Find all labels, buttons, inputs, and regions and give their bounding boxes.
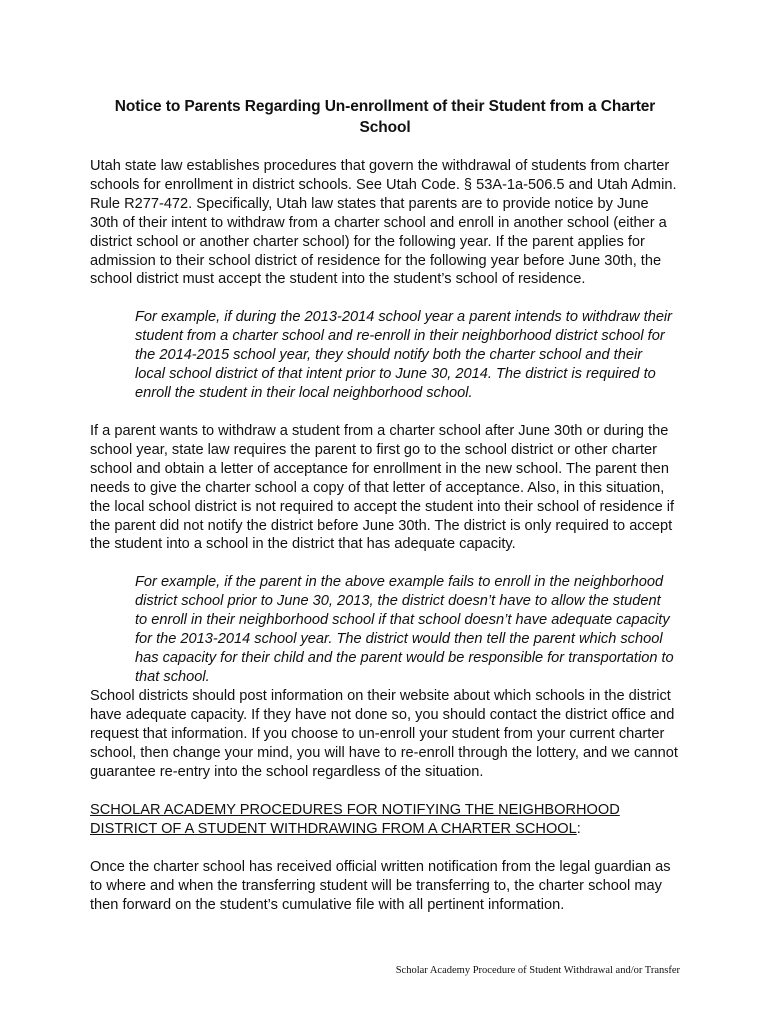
procedures-heading-colon: : — [576, 820, 581, 837]
procedures-heading — [90, 801, 678, 839]
paragraph-district-capacity: School districts should post information on their website about which schools in the district have adequate capacity. If they have not done so, you should contact the district office and request that information. If you choose to un-enroll your student from your current charter school, then change your mind, you will have to re-enroll through the lottery, and we cannot guarantee re-entry into the school regardless of the situation. — [90, 688, 678, 780]
paragraph-cumulative-file: Once the charter school has received official written notification from the legal guardian as to where and when the transferring student will be transferring to, the charter school may then forward on the student’s cumulative file with all pertinent information. — [90, 859, 671, 913]
example-paragraph-1: For example, if during the 2013-2014 school year a parent intends to withdraw their student from a charter school and re-enroll in their neighborhood district school for the 2014-2015 school year, they should notify both the charter school and their local school district of that intent prior to June 30, 2014. The district is required to enroll the student in their local neighborhood school. — [135, 309, 673, 401]
procedures-heading-text: SCHOLAR ACADEMY PROCEDURES FOR NOTIFYING THE NEIGHBORHOOD DISTRICT OF A STUDENT WITHDRAWING FROM A CHARTER SCHOOL — [90, 802, 620, 837]
example-paragraph-2: For example, if the parent in the above example fails to enroll in the neighborhood district school prior to June 30, 2013, the district doesn’t have to allow the student to enroll in their neighborhood school if that school doesn’t have adequate capacity for the 2013-2014 school year. The district would then tell the parent which school has capacity for their child and the parent would be responsible for transportation to that school. — [135, 574, 674, 685]
paragraph-withdraw-after-june: If a parent wants to withdraw a student from a charter school after June 30th or during the school year, state law requires the parent to first go to the school district or other charter school and obtain a letter of acceptance for enrollment in the new school. The parent then needs to give the charter school a copy of that letter of acceptance. Also, in this situation, the local school district is not required to accept the student into their school of residence if the parent did not notify the district before June 30th. The district is only required to accept the student into a school in the district that has adequate capacity. — [90, 423, 675, 553]
page-footer: Scholar Academy Procedure of Student Withdrawal and/or Transfer — [395, 965, 680, 976]
document-title: Notice to Parents Regarding Un-enrollment of their Student from a Charter School — [114, 98, 656, 136]
paragraph-utah-law: Utah state law establishes procedures that govern the withdrawal of students from charter schools for enrollment in district schools. See Utah Code. § 53A-1a-506.5 and Utah Admin. Rule R277-472. Specifically, Utah law states that parents are to provide notice by June 30th of their intent to withdraw from a charter school and enroll in another school (either a district school or another charter school) for the following year. If the parent applies for admission to their school district of residence for the following year before June 30th, the school district must accept the student into the student’s school of residence. — [90, 158, 677, 288]
